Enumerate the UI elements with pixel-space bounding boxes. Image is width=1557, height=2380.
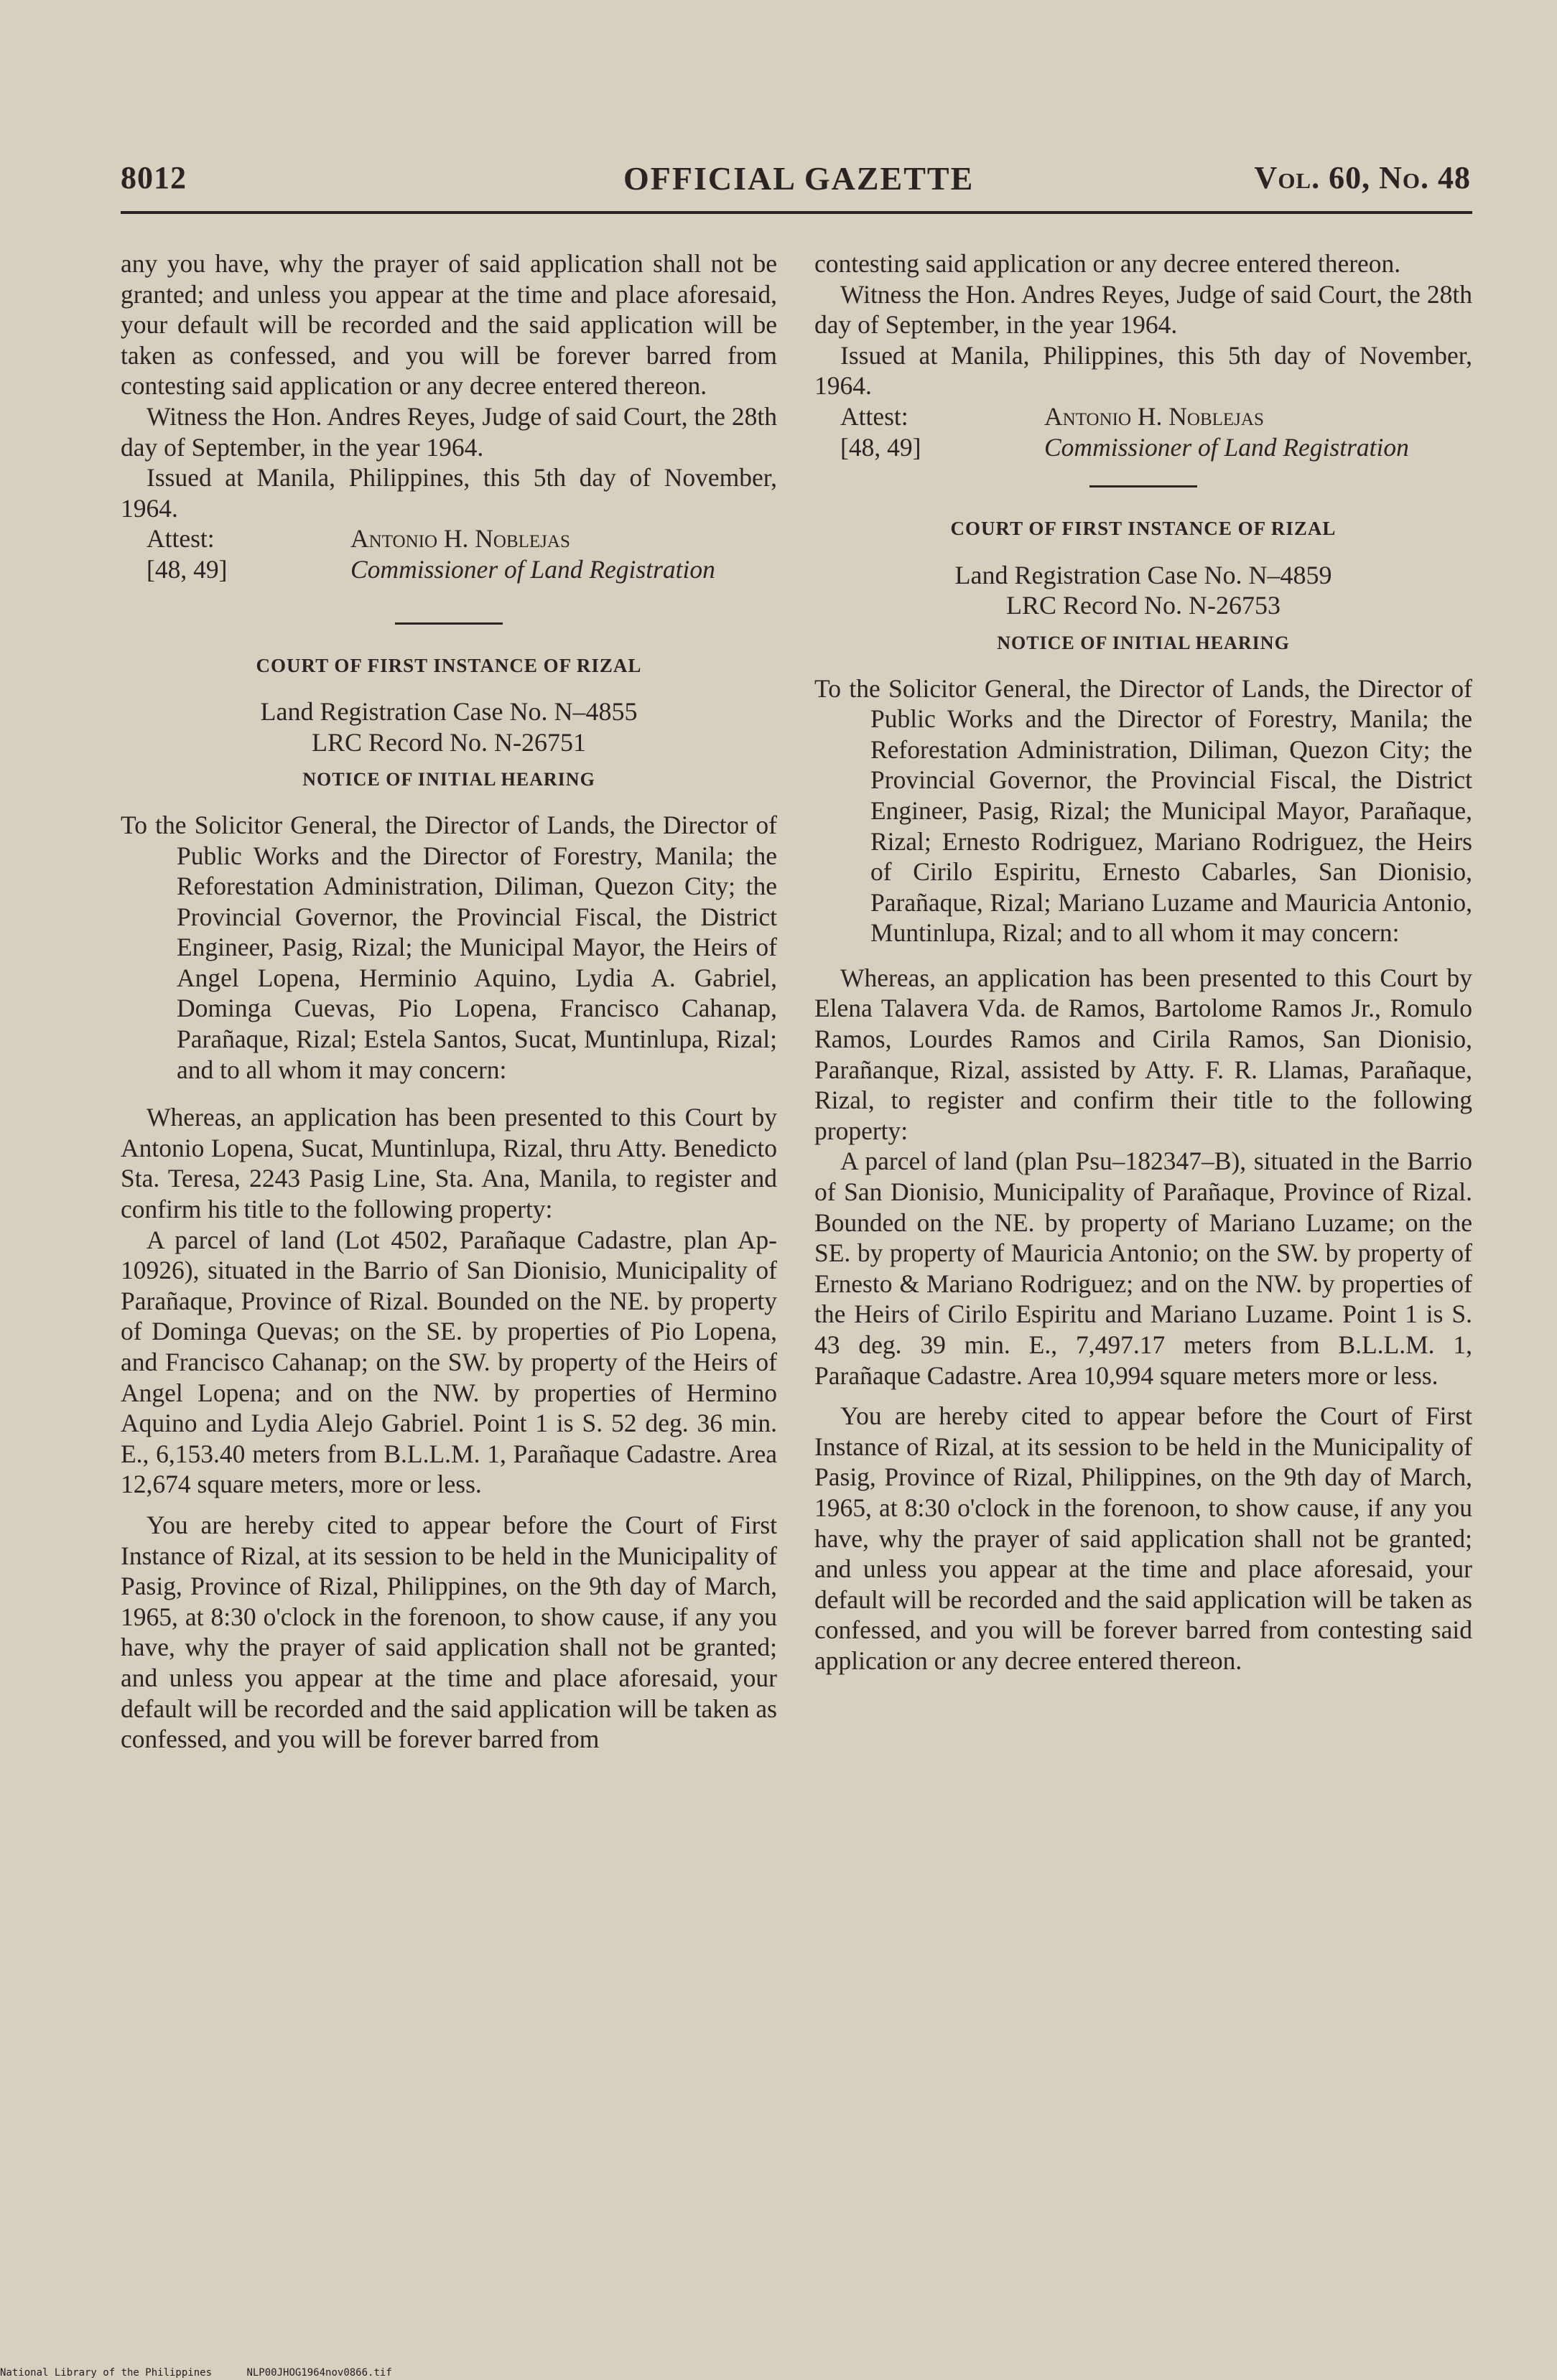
attest-name: Antonio H. Noblejas <box>1044 401 1264 431</box>
attest-label: Attest: <box>840 401 908 431</box>
left-column <box>121 248 777 1755</box>
attest-title-line <box>814 432 1472 463</box>
issued-paragraph: Issued at Manila, Philippines, this 5th day of November, 1964. <box>121 463 777 523</box>
notice-heading: NOTICE OF INITIAL HEARING <box>997 632 1290 653</box>
commissioner-title: Commissioner of Land Registration <box>1044 432 1409 462</box>
witness-paragraph: Witness the Hon. Andres Reyes, Judge of said Court, the 28th day of September, in the year 1964. <box>121 401 777 462</box>
attest-name: Antonio H. Noblejas <box>350 524 570 554</box>
case-number: Land Registration Case No. N–4855 <box>260 697 638 727</box>
lrc-record-number: LRC Record No. N-26753 <box>1006 591 1281 620</box>
continued-paragraph: contesting said application or any decree entered thereon. <box>814 249 1401 278</box>
attest-title-line <box>121 554 777 585</box>
witness-paragraph: Witness the Hon. Andres Reyes, Judge of said Court, the 28th day of September, in the year 1964. <box>814 279 1472 340</box>
whereas-paragraph: Whereas, an application has been presented to this Court by Antonio Lopena, Sucat, Muntinlupa, Rizal, thru Atty. Benedicto Sta. Teresa, 2243 Pasig Line, Sta. Ana, Manila, to register and confirm his title to the following property: <box>121 1103 777 1224</box>
issue-reference: [48, 49] <box>147 554 228 584</box>
whereas-paragraph: Whereas, an application has been presented to this Court by Elena Talavera Vda. de Ramos, Bartolome Ramos Jr., Romulo Ramos, Lourdes Ramos and Cirila Ramos, San Dionisio, Parañanque, Rizal, assisted by Atty. F. R. Llamas, Parañaque, Rizal, to register and confirm their title to the following property: <box>814 963 1472 1145</box>
parcel-description: A parcel of land (plan Psu–182347–B), situated in the Barrio of San Dionisio, Municipality of Parañaque, Province of Rizal. Bounded on the NE. by property of Mariano Luzame; on the SE. by property of Mauricia Antonio; on the SW. by property of Ernesto & Mariano Rodriguez; and on the NW. by properties of the Heirs of Cirilo Espiritu and Mariano Luzame. Point 1 is S. 43 deg. 39 min. E., 7,497.17 meters from B.L.L.M. 1, Parañaque Cadastre. Area 10,994 square meters more or less. <box>814 1147 1472 1390</box>
court-heading: COURT OF FIRST INSTANCE OF RIZAL <box>256 654 642 676</box>
attest-line <box>121 523 777 554</box>
lrc-record-number: LRC Record No. N-26751 <box>312 727 586 757</box>
volume-number: Vol. 60, No. 48 <box>1254 160 1471 195</box>
issued-paragraph: Issued at Manila, Philippines, this 5th day of November, 1964. <box>814 340 1472 401</box>
citation-paragraph: You are hereby cited to appear before the Court of First Instance of Rizal, at its session to be held in the Municipality of Pasig, Province of Rizal, Philippines, on the 9th day of March, 1965, at 8:30 o'clock in the forenoon, to show cause, if any you have, why the prayer of said application shall not be granted; and unless you appear at the time and place aforesaid, your default will be recorded and the said application will be taken as confessed, and you will be forever barred from contesting said application or any decree entered thereon. <box>814 1401 1472 1675</box>
notice-address: To the Solicitor General, the Director of Lands, the Director of Public Works and the Director of Forestry, Manila; the Reforestation Administration, Diliman, Quezon City; the Provincial Governor, the Provincial Fiscal, the District Engineer, Pasig, Rizal; the Municipal Mayor, the Heirs of Angel Lopena, Herminio Aquino, Lydia A. Gabriel, Dominga Cuevas, Pio Lopena, Francisco Cahanap, Parañaque, Rizal; Estela Santos, Sucat, Muntinlupa, Rizal; and to all whom it may concern: <box>121 810 777 1084</box>
parcel-description: A parcel of land (Lot 4502, Parañaque Cadastre, plan Ap-10926), situated in the Barrio of San Dionisio, Municipality of Parañaque, Province of Rizal. Bounded on the NE. by property of Dominga Quevas; on the SE. by properties of Pio Lopena, and Francisco Cahanap; on the SW. by property of the Heirs of Angel Lopena; and on the NW. by properties of Hermino Aquino and Lydia Alejo Gabriel. Point 1 is S. 52 deg. 36 min. E., 6,153.40 meters from B.L.L.M. 1, Parañaque Cadastre. Area 12,674 square meters, more or less. <box>121 1225 777 1499</box>
court-heading: COURT OF FIRST INSTANCE OF RIZAL <box>950 518 1337 540</box>
continued-paragraph: any you have, why the prayer of said application shall not be granted; and unless you appear at the time and place aforesaid, your default will be recorded and the said application will be taken as confessed, and you will be forever barred from contesting said application or any decree entered thereon. <box>121 249 777 401</box>
right-column <box>814 248 1472 1676</box>
citation-paragraph: You are hereby cited to appear before the Court of First Instance of Rizal, at its session to be held in the Municipality of Pasig, Province of Rizal, Philippines, on the 9th day of March, 1965, at 8:30 o'clock in the forenoon, to show cause, if any you have, why the prayer of said application shall not be granted; and unless you appear at the time and place aforesaid, your default will be recorded and the said application will be taken as confessed, and you will be forever barred from <box>121 1510 777 1754</box>
library-credit: National Library of the Philippines <box>0 2367 213 2379</box>
attest-label: Attest: <box>147 524 215 554</box>
commissioner-title: Commissioner of Land Registration <box>350 554 715 584</box>
notice-heading: NOTICE OF INITIAL HEARING <box>302 769 595 790</box>
page-number: 8012 <box>121 160 187 195</box>
issue-reference: [48, 49] <box>840 432 921 462</box>
header-rule <box>121 211 1472 214</box>
notice-address: To the Solicitor General, the Director of Lands, the Director of Public Works and the Director of Forestry, Manila; the Reforestation Administration, Diliman, Quezon City; the Provincial Governor, the Provincial Fiscal, the District Engineer, Pasig, Rizal; the Municipal Mayor, Parañaque, Rizal; Ernesto Rodriguez, Mariano Rodriguez, the Heirs of Cirilo Espiritu, Ernesto Cabarles, San Dionisio, Parañaque, Rizal; Mariano Luzame and Mauricia Antonio, Muntinlupa, Rizal; and to all whom it may concern: <box>814 673 1472 948</box>
publication-title: OFFICIAL GAZETTE <box>623 160 975 197</box>
attest-line <box>814 401 1472 432</box>
scan-filename: NLP00JHOG1964nov0866.tif <box>246 2367 392 2379</box>
scan-footer <box>0 2367 421 2379</box>
case-number: Land Registration Case No. N–4859 <box>954 560 1332 589</box>
